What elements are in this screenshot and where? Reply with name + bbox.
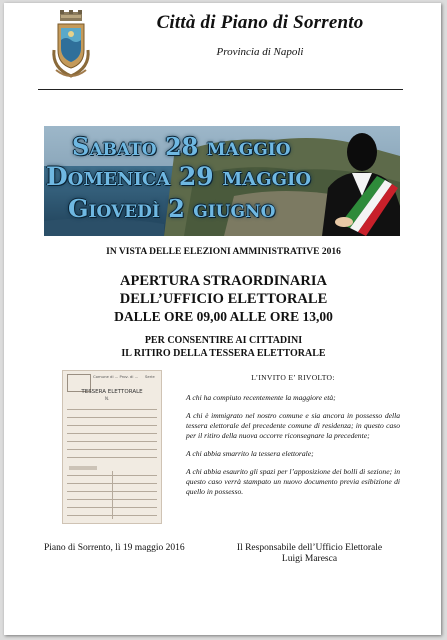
invite-item: A chi abbia esaurito gli spazi per l’apposizione dei bolli di sezione; in questo caso verrà stampato un nuovo documento previa esibizione di quello in possesso. (186, 467, 400, 496)
city-name: Città di Piano di Sorrento (156, 12, 364, 33)
signer-role: Il Responsabile dell’Ufficio Elettorale (236, 543, 383, 553)
subheadline-line-2: IL RITIRO DELLA TESSERA ELETTORALE (121, 348, 326, 359)
place-and-date: Piano di Sorrento, lì 19 maggio 2016 (44, 543, 185, 553)
signer-name: Luigi Maresca (281, 554, 338, 564)
card-number: N. (105, 396, 110, 401)
card-rule (67, 457, 157, 458)
header-divider (38, 89, 403, 90)
date-sunday: Domenica 29 maggio (46, 162, 312, 191)
card-redacted-field (69, 466, 97, 470)
card-header-right: Serie (145, 374, 155, 379)
election-dates (44, 126, 344, 236)
date-saturday: Sabato 28 maggio (72, 132, 291, 161)
opening-hours: DALLE ORE 09,00 ALLE ORE 13,00 (114, 309, 333, 324)
election-dates-banner (44, 126, 400, 236)
headline-line-2: DELL’UFFICIO ELETTORALE (119, 291, 328, 307)
intro-text: IN VISTA DELLE ELEZIONI AMMINISTRATIVE 2016 (106, 247, 341, 257)
card-rule (67, 433, 157, 434)
subheadline-line-1: PER CONSENTIRE AI CITTADINI (144, 335, 303, 346)
invite-title: L’INVITO E’ RIVOLTO: (251, 373, 335, 382)
card-rule (67, 441, 157, 442)
date-thursday: Giovedì 2 giugno (68, 194, 276, 223)
card-rule (67, 425, 157, 426)
invite-item: A chi ha compiuto recentemente la maggiore età; (186, 393, 336, 402)
card-rule (67, 417, 157, 418)
electoral-card-image (62, 370, 162, 524)
province-name: Provincia di Napoli (216, 46, 304, 58)
card-title: TESSERA ELETTORALE (81, 389, 143, 395)
card-column-divider (112, 471, 113, 519)
signature-block (222, 543, 397, 565)
card-rule (67, 409, 157, 410)
headline-line-1: APERTURA STRAORDINARIA (120, 273, 327, 289)
coat-of-arms-emblem (50, 10, 92, 82)
invite-item: A chi è immigrato nel nostro comune e sia ancora in possesso della tessera elettorale del precedente comune di residenza; in questo caso per il ritiro della nuova occorre riconsegnare la precedente; (186, 411, 400, 440)
card-rule (67, 449, 157, 450)
card-header-left: Comune di ... Prov. di ... (93, 374, 139, 379)
invite-item: A chi abbia smarrito la tessera elettorale; (186, 449, 314, 458)
invite-section (186, 373, 400, 505)
